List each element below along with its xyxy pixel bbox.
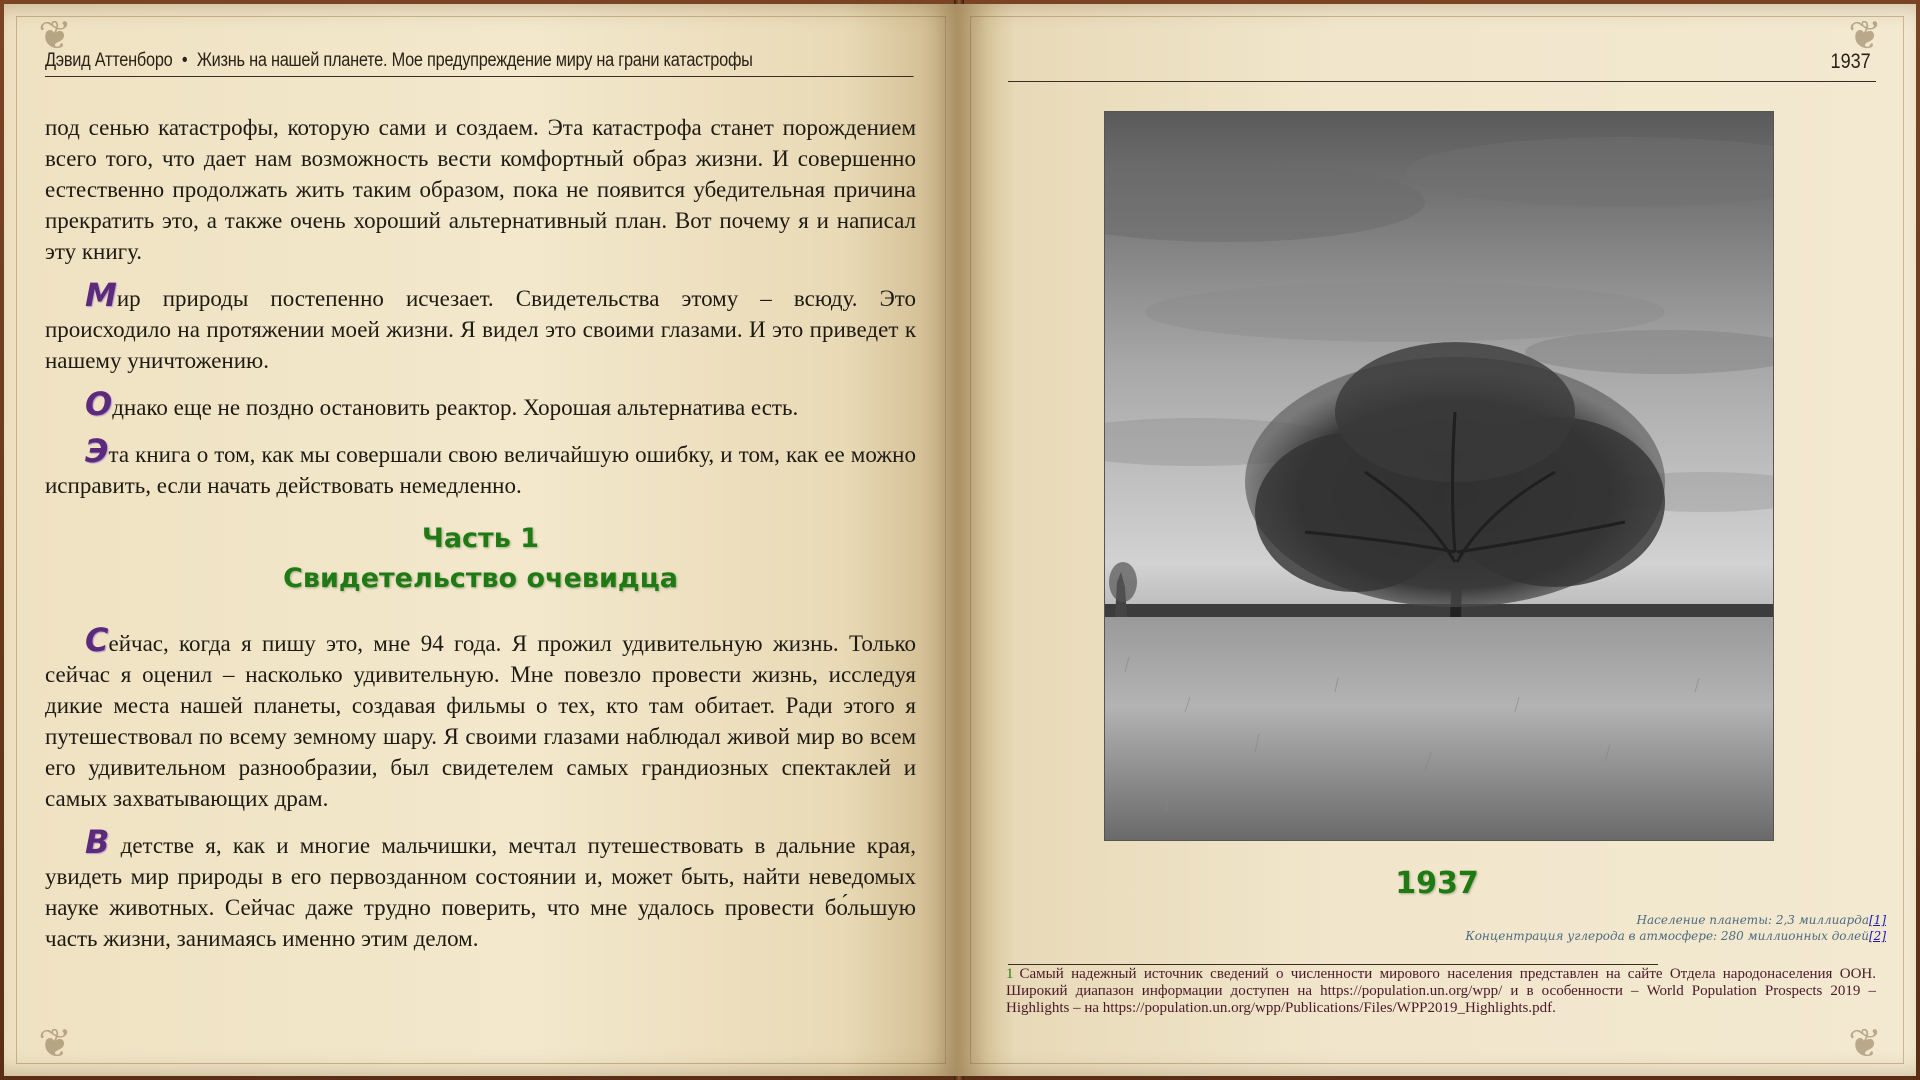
chapter-title: Свидетельство очевидца: [283, 563, 678, 594]
running-head: [45, 50, 914, 77]
drop-cap: О: [85, 385, 113, 423]
corner-ornament-icon: ❦: [38, 1021, 72, 1067]
paragraph: под сенью катастрофы, которую сами и создаем. Эта катастрофа станет порождением всего того, что дает нам возможность вести комфортный образ жизни. И совершенно естественно продолжать жить таким образом, пока не появится убедительная причина прекратить это, а также очень хороший альтернативный план. Вот почему я и написал эту книгу.: [45, 115, 916, 264]
paragraph: Однако еще не поздно остановить реактор. Хорошая альтернатива есть.: [85, 385, 799, 423]
footnote: [1006, 966, 1876, 1017]
corner-ornament-icon: ❦: [38, 13, 72, 59]
left-page[interactable]: [4, 4, 958, 1076]
drop-cap: М: [85, 276, 117, 314]
chapter-part: Часть 1: [422, 523, 539, 554]
note-carbon: Концентрация углерода в атмосфере: 280 миллионных долей[2]: [1465, 929, 1886, 943]
page-number: 1937: [1830, 50, 1871, 73]
corner-ornament-icon: ❦: [1848, 1021, 1882, 1067]
paragraph: Мир природы постепенно исчезает. Свидетельства этому – всюду. Это происходило на протяжении моей жизни. Я видел это своими глазами. И это приведет к нашему уничтожению.: [45, 276, 916, 373]
running-head-author: Дэвид Аттенборо: [45, 50, 173, 71]
tree-photo: [1104, 111, 1774, 841]
drop-cap: С: [85, 621, 109, 659]
running-head-separator: •: [181, 50, 188, 71]
tree-photo-icon: [1105, 112, 1773, 840]
header-rule: [1008, 81, 1876, 82]
footnote-link[interactable]: [1]: [1869, 913, 1886, 927]
chapter-heading: [45, 519, 916, 599]
footnote-rule: [1008, 964, 1658, 965]
note-population: Население планеты: 2,3 миллиарда[1]: [1636, 913, 1886, 927]
paragraph: В детстве я, как и многие мальчишки, мечтал путешествовать в дальние края, увидеть мир природы в его первозданном состоянии и, может быть, найти неведомых науке животных. Сейчас даже трудно поверить, что мне удалось провести бо́льшую часть жизни, занимаясь именно этим делом.: [45, 823, 916, 951]
footnote-link[interactable]: [2]: [1869, 929, 1886, 943]
drop-cap: В: [85, 823, 110, 861]
paragraph: Сейчас, когда я пишу это, мне 94 года. Я прожил удивительную жизнь. Только сейчас я оценил – насколько удивительную. Мне повезло провести жизнь, исследуя дикие места нашей планеты, создавая фильмы о тех, кто там обитает. Ради этого я путешествовал по всему земному шару. Я своими глазами наблюдал живой мир во всем его удивительном разнообразии, был свидетелем самых грандиозных спектаклей и самых захватывающих драм.: [45, 621, 916, 811]
caption-year: 1937: [1395, 866, 1479, 901]
corner-ornament-icon: ❦: [1848, 13, 1882, 59]
footnote-text: Самый надежный источник сведений о численности мирового населения представлен на сайте Отдела народонаселения ООН. Широкий диапазон информации доступен на https://population.un.org/wpp/ и в особенности – World Population Prospects 2019 – Highlights – на https://population.un.org/wpp/Publications/Files/WPP2019_Highlights.pdf.: [1006, 966, 1876, 1016]
drop-cap: Э: [85, 432, 109, 470]
running-head-title: Жизнь на нашей планете. Мое предупреждение миру на грани катастрофы: [196, 50, 753, 71]
footnote-number: 1: [1006, 966, 1014, 982]
paragraph: Эта книга о том, как мы совершали свою величайшую ошибку, и том, как ее можно исправить, если начать действовать немедленно.: [45, 432, 916, 498]
right-page[interactable]: [958, 4, 1916, 1076]
page-text: [45, 112, 916, 967]
caption-notes: [1465, 912, 1886, 944]
